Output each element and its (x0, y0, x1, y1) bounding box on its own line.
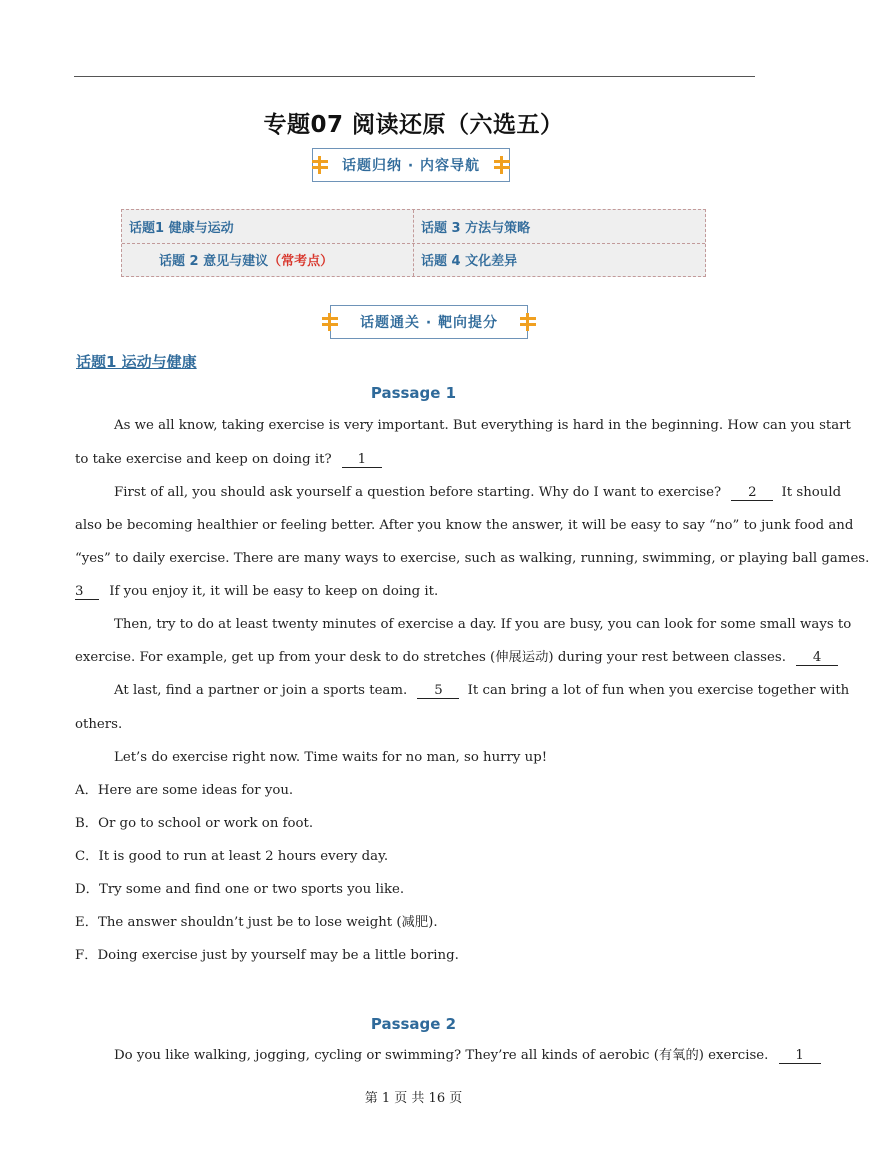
option-c[interactable]: C．It is good to run at least 2 hours every day. (75, 849, 389, 864)
paragraph-line: “yes” to daily exercise. There are many ways to exercise, such as walking, running, swimming, or playing ball games. (75, 551, 869, 566)
topic-cell-3[interactable] (421, 210, 530, 243)
paragraph-line (114, 1047, 804, 1065)
banner-deco-icon (494, 159, 510, 171)
topic-label: 话题 2 意见与建议 (159, 254, 269, 269)
topic-navigation-table (121, 209, 706, 277)
answer-blank[interactable]: 1 (342, 452, 382, 468)
answer-blank[interactable]: 3 (75, 584, 99, 600)
topic-label: 话题1 健康与运动 (129, 221, 234, 236)
topic-cell-4[interactable] (421, 243, 517, 276)
passage-title: Passage 1 (370, 384, 457, 402)
answer-blank[interactable]: 1 (779, 1048, 821, 1064)
line-text: It should (781, 485, 842, 500)
line-text: It can bring a lot of fun when you exercise together with (467, 683, 850, 698)
section-heading[interactable]: 话题1 运动与健康 (76, 353, 197, 371)
banner-deco-icon (312, 159, 328, 171)
option-b[interactable]: B．Or go to school or work on foot. (75, 816, 314, 831)
line-text: First of all, you should ask yourself a question before starting. Why do I want to exercise? (114, 485, 722, 500)
page-title: 专题07 阅读还原（六选五） (263, 112, 564, 138)
topic-cell-2[interactable] (159, 243, 333, 276)
topic-cell-1[interactable] (129, 210, 234, 243)
option-f[interactable]: F．Doing exercise just by yourself may be a little boring. (75, 948, 459, 963)
line-text: Do you like walking, jogging, cycling or swimming? They’re all kinds of aerobic (有氧的) exercise. (114, 1048, 769, 1063)
page-number: 第 1 页 共 16 页 (364, 1091, 463, 1106)
banner-deco-icon (520, 316, 536, 328)
paragraph-line: others. (75, 717, 123, 732)
frequent-tag: （常考点） (268, 254, 334, 269)
banner-label: 话题归纳 · 内容导航 (341, 158, 481, 174)
paragraph-line (75, 649, 822, 667)
passage-title: Passage 2 (370, 1015, 457, 1033)
paragraph-line (75, 583, 753, 601)
topic-summary-banner (312, 148, 510, 182)
topic-label: 话题 3 方法与策略 (421, 221, 531, 236)
table-divider (413, 210, 414, 276)
header-rule (74, 76, 755, 77)
paragraph-line (114, 484, 842, 502)
paragraph-line: As we all know, taking exercise is very important. But everything is hard in the beginning. How can you start (114, 418, 851, 433)
option-a[interactable]: A．Here are some ideas for you. (75, 783, 294, 798)
paragraph-line: Then, try to do at least twenty minutes of exercise a day. If you are busy, you can look for some small ways to (114, 617, 852, 632)
line-text: If you enjoy it, it will be easy to keep on doing it. (109, 584, 439, 599)
line-text: At last, find a partner or join a sports team. (114, 683, 408, 698)
topic-label: 话题 4 文化差异 (421, 254, 518, 269)
line-text: exercise. For example, get up from your desk to do stretches (伸展运动) during your rest between classes. (75, 650, 786, 665)
paragraph-line (75, 451, 753, 469)
line-text: to take exercise and keep on doing it? (75, 452, 332, 467)
answer-blank[interactable]: 2 (731, 485, 773, 501)
option-d[interactable]: D．Try some and find one or two sports you like. (75, 882, 405, 897)
banner-label: 话题通关 · 靶向提分 (359, 315, 499, 331)
practice-banner (330, 305, 528, 339)
option-e[interactable]: E．The answer shouldn’t just be to lose weight (减肥). (75, 915, 438, 930)
banner-deco-icon (322, 316, 338, 328)
answer-blank[interactable]: 5 (417, 683, 459, 699)
answer-blank[interactable]: 4 (796, 650, 838, 666)
paragraph-line: also be becoming healthier or feeling better. After you know the answer, it will be easy to say “no” to junk food and (75, 518, 854, 533)
paragraph-line: Let’s do exercise right now. Time waits for no man, so hurry up! (114, 750, 548, 765)
paragraph-line (114, 682, 850, 700)
